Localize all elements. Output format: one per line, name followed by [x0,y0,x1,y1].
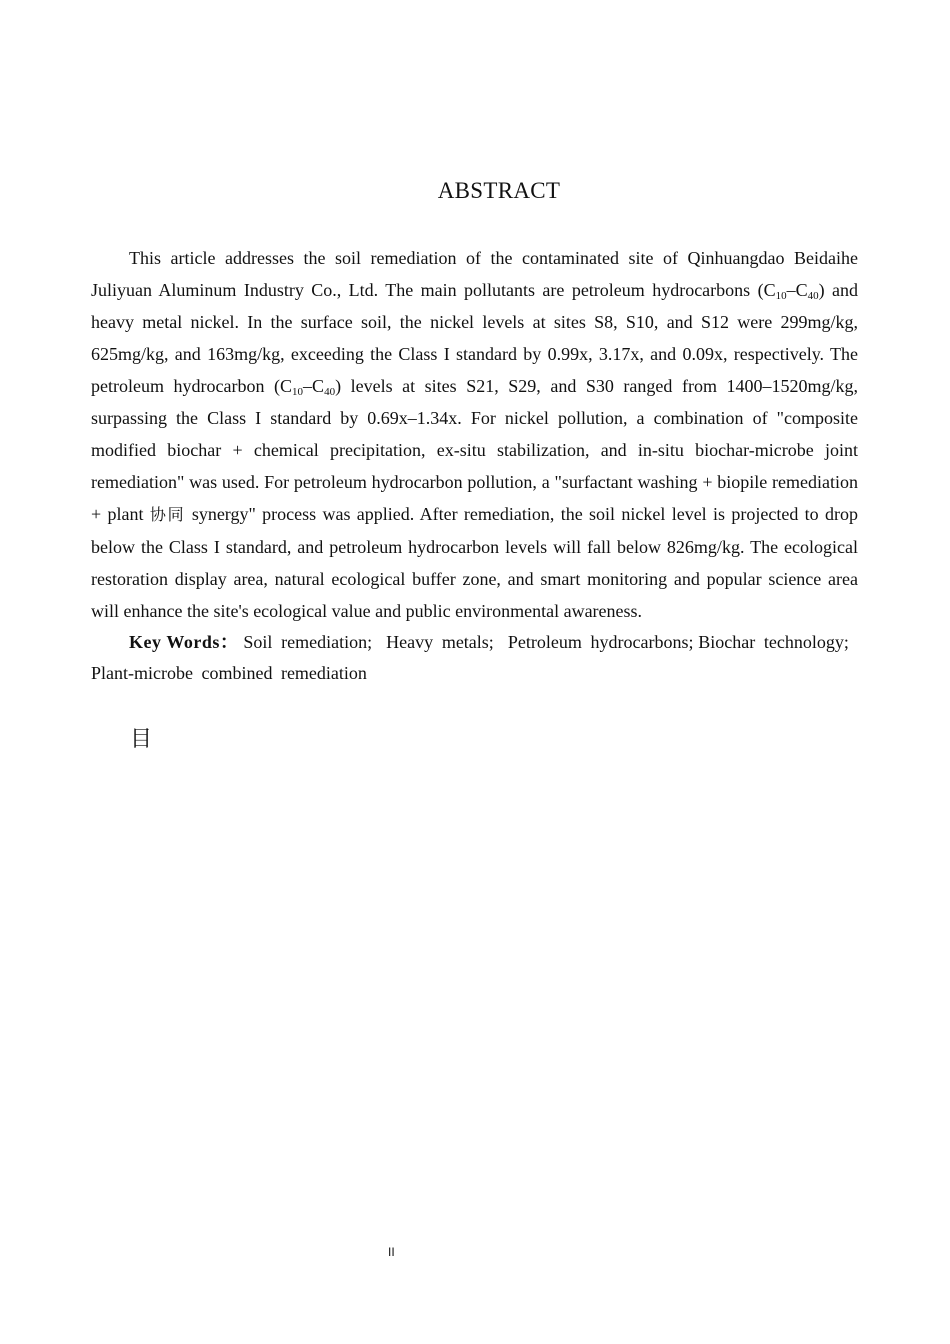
formula-dash-second: –C [303,376,325,396]
keyword-item: Soil remediation; [243,632,373,652]
abstract-text-1: This article addresses the soil remediation of the contaminated site of Qinhuangdao Beidaihe Juliyuan Aluminum Industry Co., Ltd. The main pollutants are petroleum hydrocarbons (C [91,248,858,300]
page-number: II [388,1245,395,1259]
abstract-text-2: ) and heavy metal nickel. In the surface soil, the nickel levels at sites S8, S10, and S12 were 299mg/kg, 625mg/kg, and 163mg/kg, exceeding the Class I standard by 0.99x, 3.17x, and 0.09x, respectively. The petroleum hydrocarbon (C [91,280,859,396]
abstract-title: ABSTRACT [437,178,561,203]
keywords-line [91,627,858,689]
toc-heading: 目 [130,727,153,752]
abstract-paragraph [91,242,858,627]
subscript-10-second: 10 [292,386,304,398]
subscript-40: 40 [807,290,819,302]
keyword-item: Plant-microbe combined remediation [91,663,367,683]
keywords-label: Key Words： [129,632,239,652]
subscript-10: 10 [775,290,787,302]
keyword-item: Petroleum hydrocarbons; [507,632,694,652]
abstract-text-3: ) levels at sites S21, S29, and S30 ranged from 1400–1520mg/kg, surpassing the Class I standard by 0.69x–1.34x. For nickel pollution, a combination of "composite modified biochar + chemical precipitation, ex-situ stabilization, and in-situ biochar-microbe joint remediation" was used. For petroleum hydrocarbon pollution, a "surfactant washing + biopile remediation + plant [91,376,858,524]
keyword-item: Heavy metals; [386,632,494,652]
keyword-item: Biochar technology; [698,632,849,652]
formula-dash: –C [786,280,808,300]
cjk-term: 协同 [149,505,186,524]
abstract-body [91,242,858,689]
subscript-40-second: 40 [324,386,336,398]
abstract-text-4: synergy" process was applied. After remediation, the soil nickel level is projected to drop below the Class I standard, and petroleum hydrocarbon levels will fall below 826mg/kg. The ecological restoration display area, natural ecological buffer zone, and smart monitoring and popular science area will enhance the site's ecological value and public environmental awareness. [91,504,858,621]
